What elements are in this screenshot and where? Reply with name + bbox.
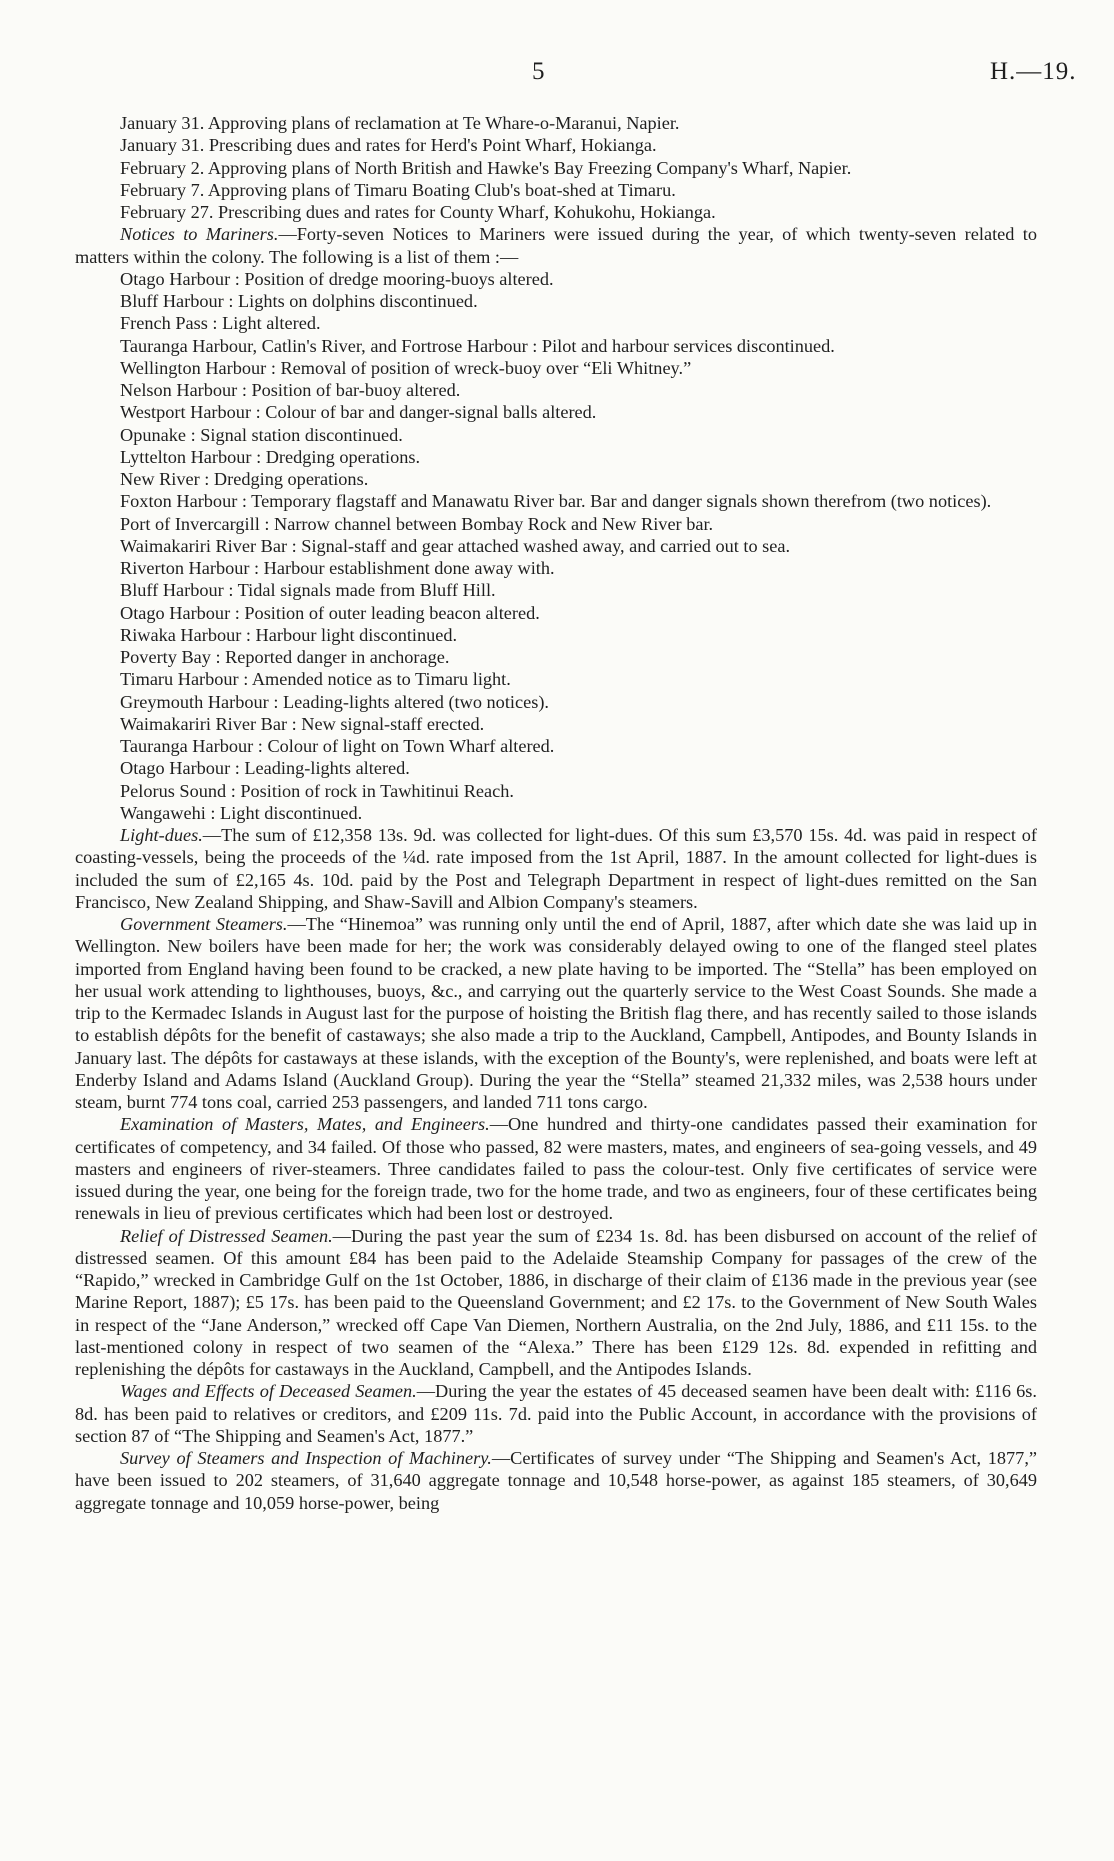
notice-item: Waimakariri River Bar : New signal-staff erected.	[120, 713, 485, 734]
page-body	[75, 112, 1037, 1514]
notice-item: Foxton Harbour : Temporary flagstaff and Manawatu River bar. Bar and danger signals shown therefrom (two notices).	[120, 491, 992, 512]
regulation-item: February 2. Approving plans of North British and Hawke's Bay Freezing Company's Wharf, Napier.	[120, 157, 852, 178]
regulation-item: February 27. Prescribing dues and rates for County Wharf, Kohukohu, Hokianga.	[120, 202, 716, 222]
regulation-item: February 7. Approving plans of Timaru Boating Club's boat-shed at Timaru.	[120, 179, 676, 200]
notice-item: Wangawehi : Light discontinued.	[120, 802, 363, 823]
notice-item: Timaru Harbour : Amended notice as to Timaru light.	[120, 669, 511, 690]
section-light-dues	[75, 824, 1037, 913]
regulation-item: January 31. Approving plans of reclamation at Te Whare-o-Maranui, Napier.	[120, 113, 680, 133]
section-heading: Light-dues.	[120, 825, 203, 845]
notice-item: Riwaka Harbour : Harbour light discontinued.	[120, 624, 458, 645]
notices-intro: —Forty-seven Notices to Mariners were issued during the year, of which twenty-seven related to matters within the colony. The following is a list of them :—	[75, 224, 1038, 267]
notice-item: Lyttelton Harbour : Dredging operations.	[120, 446, 421, 467]
notice-item: Tauranga Harbour : Colour of light on Town Wharf altered.	[120, 736, 555, 756]
page-header	[0, 58, 1114, 88]
notice-item: New River : Dredging operations.	[120, 469, 369, 489]
section-text: —Certificates of survey under “The Shipping and Seamen's Act, 1877,” have been issued to 202 steamers, of 31,640 aggregate tonnage and 10,548 horse-power, as against 185 steamers, of 30,649 aggregate tonnage and 10,059 horse-power, being	[75, 1448, 1037, 1513]
notice-item: Wellington Harbour : Removal of position of wreck-buoy over “Eli Whitney.”	[120, 357, 692, 378]
notice-item: Waimakariri River Bar : Signal-staff and gear attached washed away, and carried out to sea.	[120, 535, 791, 556]
notice-item: Greymouth Harbour : Leading-lights altered (two notices).	[120, 691, 549, 712]
notice-item: Pelorus Sound : Position of rock in Tawhitinui Reach.	[120, 780, 514, 801]
section-text: —The sum of £12,358 13s. 9d. was collected for light-dues. Of this sum £3,570 15s. 4d. was paid in respect of coasting-vessels, being the proceeds of the ¼d. rate imposed from the 1st April, 1887. In the amount collected for light-dues is included the sum of £2,165 4s. 10d. paid by the Post and Telegraph Department in respect of light-dues remitted on the San Francisco, New Zealand Shipping, and Shaw-Savill and Albion Company's steamers.	[75, 825, 1037, 912]
notices-intro-paragraph	[75, 223, 1037, 268]
section-relief-of-seamen	[75, 1225, 1037, 1381]
section-examination	[75, 1113, 1037, 1224]
section-survey-of-steamers	[75, 1447, 1037, 1514]
regulation-item: January 31. Prescribing dues and rates for Herd's Point Wharf, Hokianga.	[120, 135, 657, 156]
notice-item: Tauranga Harbour, Catlin's River, and Fortrose Harbour : Pilot and harbour services discontinued.	[120, 335, 835, 356]
notice-item: Riverton Harbour : Harbour establishment done away with.	[120, 558, 555, 578]
notice-item: French Pass : Light altered.	[120, 313, 321, 334]
notices-heading: Notices to Mariners.	[120, 224, 279, 245]
section-heading: Examination of Masters, Mates, and Engineers.	[120, 1114, 490, 1135]
page-number: 5	[532, 58, 545, 85]
notice-item: Poverty Bay : Reported danger in anchorage.	[120, 647, 450, 667]
section-heading: Relief of Distressed Seamen.	[120, 1225, 333, 1246]
document-reference: H.—19.	[990, 58, 1077, 85]
notice-item: Westport Harbour : Colour of bar and danger-signal balls altered.	[120, 402, 597, 423]
section-heading: Survey of Steamers and Inspection of Machinery.	[120, 1448, 492, 1468]
section-text: —One hundred and thirty-one candidates passed their examination for certificates of competency, and 34 failed. Of those who passed, 82 were masters, mates, and engineers of sea-going vessels, and 49 masters and engineers of river-steamers. Three candidates failed to pass the colour-test. Only five certificates of service were issued during the year, one being for the foreign trade, two for the home trade, and two as engineers, four of these certificates being renewals in lieu of previous certificates which had been lost or destroyed.	[75, 1114, 1037, 1224]
notice-item: Bluff Harbour : Lights on dolphins discontinued.	[120, 291, 478, 311]
notice-item: Nelson Harbour : Position of bar-buoy altered.	[120, 380, 461, 400]
section-heading: Wages and Effects of Deceased Seamen.	[120, 1381, 417, 1402]
notice-item: Port of Invercargill : Narrow channel between Bombay Rock and New River bar.	[120, 513, 714, 534]
section-government-steamers	[75, 913, 1037, 1113]
notice-item: Otago Harbour : Position of outer leading beacon altered.	[120, 602, 540, 623]
section-heading: Government Steamers.	[120, 914, 288, 934]
notice-item: Otago Harbour : Leading-lights altered.	[120, 758, 410, 779]
section-wages-deceased-seamen	[75, 1380, 1037, 1447]
section-text: —During the past year the sum of £234 1s. 8d. has been disbursed on account of the relief of distressed seamen. Of this amount £84 has been paid to the Adelaide Steamship Company for passages of the crew of the “Rapido,” wrecked in Cambridge Gulf on the 1st October, 1886, in discharge of their claim of £136 made in the previous year (see Marine Report, 1887); £5 17s. has been paid to the Queensland Government; and £2 17s. to the Government of New South Wales in respect of the “Jane Anderson,” wrecked off Cape Van Diemen, Northern Australia, on the 2nd July, 1886, and £11 15s. to the last-mentioned colony in respect of two seamen of the “Alexa.” There has been £129 12s. 8d. expended in refitting and replenishing the dépôts for castaways in the Auckland, Campbell, and the Antipodes Islands.	[75, 1225, 1037, 1379]
notice-item: Opunake : Signal station discontinued.	[120, 424, 403, 445]
section-text: —During the year the estates of 45 deceased seamen have been dealt with: £116 6s. 8d. has been paid to relatives or creditors, and £209 11s. 7d. paid into the Public Account, in accordance with the provisions of section 87 of “The Shipping and Seamen's Act, 1877.”	[75, 1381, 1037, 1446]
notice-item: Otago Harbour : Position of dredge mooring-buoys altered.	[120, 268, 554, 289]
section-text: —The “Hinemoa” was running only until the end of April, 1887, after which date she was laid up in Wellington. New boilers have been made for her; the work was considerably delayed owing to one of the flanged steel plates imported from England having been found to be cracked, a new plate having to be imported. The “Stella” has been employed on her usual work attending to lighthouses, buoys, &c., and carrying out the quarterly service to the West Coast Sounds. She made a trip to the Kermadec Islands in August last for the purpose of hoisting the British flag there, and has recently sailed to those islands to establish dépôts for the benefit of castaways; she also made a trip to the Auckland, Campbell, Antipodes, and Bounty Islands in January last. The dépôts for castaways at these islands, with the exception of the Bounty's, were replenished, and boats were left at Enderby Island and Adams Island (Auckland Group). During the year the “Stella” steamed 21,332 miles, was 2,538 hours under steam, burnt 774 tons coal, carried 253 passengers, and landed 711 tons cargo.	[75, 914, 1037, 1112]
notice-item: Bluff Harbour : Tidal signals made from Bluff Hill.	[120, 580, 496, 601]
